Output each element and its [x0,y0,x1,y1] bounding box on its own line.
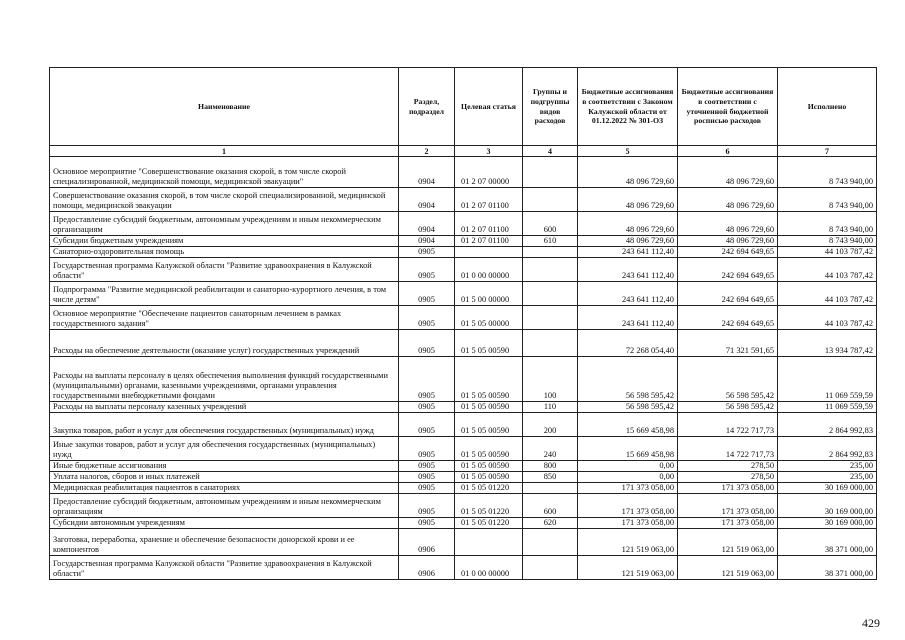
row-section: 0905 [399,437,455,461]
row-refined-amount: 242 694 649,65 [678,306,778,330]
row-executed-amount: 30 169 000,00 [778,518,877,529]
column-number-row [50,146,877,157]
row-law-amount: 243 641 112,40 [578,282,678,306]
row-target: 01 5 05 00590 [455,472,523,483]
row-target [455,247,523,258]
row-group: 800 [523,461,578,472]
table-row [50,212,877,236]
table-row [50,413,877,437]
budget-table [49,67,877,580]
row-executed-amount: 44 103 787,42 [778,306,877,330]
row-refined-amount: 171 373 058,00 [678,494,778,518]
row-refined-amount: 56 598 595,42 [678,357,778,402]
row-section: 0905 [399,330,455,357]
row-target: 01 0 00 00000 [455,556,523,580]
row-name: Иные бюджетные ассигнования [50,461,399,472]
column-number: 4 [523,146,578,157]
row-law-amount: 171 373 058,00 [578,518,678,529]
row-group: 100 [523,357,578,402]
row-law-amount: 0,00 [578,472,678,483]
table-row [50,483,877,494]
row-name: Иные закупки товаров, работ и услуг для обеспечения государственных (муниципальных) нужд [50,437,399,461]
row-group [523,529,578,556]
row-name: Заготовка, переработка, хранение и обеспечение безопасности донорской крови и ее компонентов [50,529,399,556]
row-refined-amount: 71 321 591,65 [678,330,778,357]
row-section: 0905 [399,306,455,330]
row-target: 01 5 05 00590 [455,437,523,461]
row-name: Предоставление субсидий бюджетным, автономным учреждениям и иным некоммерческим организациям [50,212,399,236]
table-row [50,437,877,461]
row-section: 0905 [399,461,455,472]
row-law-amount: 121 519 063,00 [578,529,678,556]
row-group: 240 [523,437,578,461]
row-law-amount: 121 519 063,00 [578,556,678,580]
row-target: 01 5 05 01220 [455,494,523,518]
row-target: 01 5 05 00590 [455,402,523,413]
row-name: Медицинская реабилитация пациентов в санаториях [50,483,399,494]
table-row [50,188,877,212]
row-law-amount: 48 096 729,60 [578,212,678,236]
row-name: Предоставление субсидий бюджетным, автономным учреждениям и иным некоммерческим организациям [50,494,399,518]
row-target: 01 5 05 01220 [455,518,523,529]
row-group [523,330,578,357]
row-law-amount: 72 268 054,40 [578,330,678,357]
column-number: 3 [455,146,523,157]
row-section: 0905 [399,494,455,518]
row-name: Расходы на обеспечение деятельности (оказание услуг) государственных учреждений [50,330,399,357]
table-row [50,282,877,306]
row-refined-amount: 48 096 729,60 [678,236,778,247]
table-body [50,157,877,580]
row-target [455,529,523,556]
row-section: 0904 [399,236,455,247]
row-law-amount: 56 598 595,42 [578,402,678,413]
column-number: 2 [399,146,455,157]
table-row [50,306,877,330]
table-row [50,402,877,413]
row-section: 0904 [399,157,455,188]
row-law-amount: 171 373 058,00 [578,494,678,518]
row-law-amount: 15 669 458,98 [578,437,678,461]
column-number: 5 [578,146,678,157]
row-refined-amount: 278,50 [678,461,778,472]
row-section: 0905 [399,518,455,529]
header-refined-allocations: Бюджетные ассигнования в соответствии с уточненной бюджетной росписью расходов [678,68,778,146]
row-target: 01 5 00 00000 [455,282,523,306]
row-target: 01 0 00 00000 [455,258,523,282]
row-name: Подпрограмма "Развитие медицинской реабилитации и санаторно-курортного лечения, в том числе детям" [50,282,399,306]
row-law-amount: 48 096 729,60 [578,157,678,188]
row-executed-amount: 38 371 000,00 [778,556,877,580]
row-name: Государственная программа Калужской области "Развитие здравоохранения в Калужской области" [50,258,399,282]
header-row [50,68,877,146]
page-number: 429 [862,616,880,630]
row-refined-amount: 48 096 729,60 [678,212,778,236]
row-target: 01 2 07 01100 [455,188,523,212]
row-group [523,556,578,580]
row-name: Расходы на выплаты персоналу казенных учреждений [50,402,399,413]
row-refined-amount: 48 096 729,60 [678,157,778,188]
row-refined-amount: 171 373 058,00 [678,518,778,529]
row-executed-amount: 11 069 559,59 [778,357,877,402]
row-law-amount: 243 641 112,40 [578,247,678,258]
row-section: 0905 [399,402,455,413]
row-refined-amount: 14 722 717,73 [678,413,778,437]
row-refined-amount: 121 519 063,00 [678,529,778,556]
row-executed-amount: 235,00 [778,472,877,483]
header-name: Наименование [50,68,399,146]
column-number: 1 [50,146,399,157]
row-executed-amount: 8 743 940,00 [778,212,877,236]
row-section: 0904 [399,188,455,212]
row-executed-amount: 44 103 787,42 [778,247,877,258]
row-refined-amount: 278,50 [678,472,778,483]
row-name: Совершенствование оказания скорой, в том числе скорой специализированной, медицинской помощи, медицинской эвакуации [50,188,399,212]
row-law-amount: 15 669 458,98 [578,413,678,437]
row-refined-amount: 56 598 595,42 [678,402,778,413]
row-group: 200 [523,413,578,437]
row-law-amount: 0,00 [578,461,678,472]
row-target: 01 2 07 00000 [455,157,523,188]
table-row [50,357,877,402]
table-row [50,518,877,529]
table-row [50,472,877,483]
row-target: 01 5 05 00590 [455,357,523,402]
header-executed: Исполнено [778,68,877,146]
row-section: 0904 [399,212,455,236]
row-name: Основное мероприятие "Совершенствование оказания скорой, в том числе скорой специализированной, медицинской помощи, медицинской эвакуации" [50,157,399,188]
row-name: Государственная программа Калужской области "Развитие здравоохранения в Калужской области" [50,556,399,580]
row-law-amount: 48 096 729,60 [578,188,678,212]
table-row [50,556,877,580]
row-group [523,483,578,494]
table-row [50,529,877,556]
table-row [50,258,877,282]
row-group: 110 [523,402,578,413]
row-group: 850 [523,472,578,483]
row-refined-amount: 121 519 063,00 [678,556,778,580]
row-target: 01 5 05 01220 [455,483,523,494]
row-refined-amount: 48 096 729,60 [678,188,778,212]
row-executed-amount: 30 169 000,00 [778,494,877,518]
row-refined-amount: 171 373 058,00 [678,483,778,494]
row-target: 01 5 05 00590 [455,330,523,357]
row-law-amount: 171 373 058,00 [578,483,678,494]
row-executed-amount: 2 864 992,83 [778,413,877,437]
row-section: 0905 [399,357,455,402]
row-executed-amount: 11 069 559,59 [778,402,877,413]
row-target: 01 2 07 01100 [455,236,523,247]
row-group [523,157,578,188]
header-law-allocations: Бюджетные ассигнования в соответствии с Законом Калужской области от 01.12.2022 № 301-ОЗ [578,68,678,146]
row-group: 600 [523,494,578,518]
row-section: 0905 [399,413,455,437]
row-target: 01 5 05 00590 [455,413,523,437]
table-row [50,461,877,472]
row-refined-amount: 242 694 649,65 [678,247,778,258]
row-executed-amount: 13 934 787,42 [778,330,877,357]
row-law-amount: 243 641 112,40 [578,306,678,330]
header-target-article: Целевая статья [455,68,523,146]
row-refined-amount: 242 694 649,65 [678,258,778,282]
row-target: 01 5 05 00000 [455,306,523,330]
row-executed-amount: 8 743 940,00 [778,236,877,247]
row-group [523,258,578,282]
row-group: 610 [523,236,578,247]
row-law-amount: 48 096 729,60 [578,236,678,247]
row-group: 620 [523,518,578,529]
row-executed-amount: 44 103 787,42 [778,282,877,306]
row-section: 0906 [399,556,455,580]
row-group [523,282,578,306]
row-name: Расходы на выплаты персоналу в целях обеспечения выполнения функций государственными (муниципальными) органами, казенными учреждениями, органами управления государственными внебюджетными фондами [50,357,399,402]
row-executed-amount: 235,00 [778,461,877,472]
row-section: 0905 [399,282,455,306]
row-group: 600 [523,212,578,236]
table-row [50,494,877,518]
row-name: Уплата налогов, сборов и иных платежей [50,472,399,483]
row-section: 0905 [399,247,455,258]
row-section: 0905 [399,483,455,494]
row-group [523,188,578,212]
row-executed-amount: 44 103 787,42 [778,258,877,282]
column-number: 7 [778,146,877,157]
row-executed-amount: 2 864 992,83 [778,437,877,461]
row-law-amount: 56 598 595,42 [578,357,678,402]
row-name: Закупка товаров, работ и услуг для обеспечения государственных (муниципальных) нужд [50,413,399,437]
row-section: 0906 [399,529,455,556]
row-name: Основное мероприятие "Обеспечение пациентов санаторным лечением в рамках государственного задания" [50,306,399,330]
row-refined-amount: 242 694 649,65 [678,282,778,306]
row-executed-amount: 38 371 000,00 [778,529,877,556]
row-executed-amount: 8 743 940,00 [778,157,877,188]
row-group [523,306,578,330]
header-expense-group: Группы и подгруппы видов расходов [523,68,578,146]
column-number: 6 [678,146,778,157]
header-section: Раздел, подраздел [399,68,455,146]
table-row [50,330,877,357]
row-section: 0905 [399,472,455,483]
table-row [50,157,877,188]
row-name: Субсидии бюджетным учреждениям [50,236,399,247]
row-law-amount: 243 641 112,40 [578,258,678,282]
row-executed-amount: 30 169 000,00 [778,483,877,494]
table-row [50,236,877,247]
row-target: 01 2 07 01100 [455,212,523,236]
row-target: 01 5 05 00590 [455,461,523,472]
table-row [50,247,877,258]
row-section: 0905 [399,258,455,282]
row-refined-amount: 14 722 717,73 [678,437,778,461]
row-name: Санаторно-оздоровительная помощь [50,247,399,258]
row-name: Субсидии автономным учреждениям [50,518,399,529]
row-executed-amount: 8 743 940,00 [778,188,877,212]
row-group [523,247,578,258]
